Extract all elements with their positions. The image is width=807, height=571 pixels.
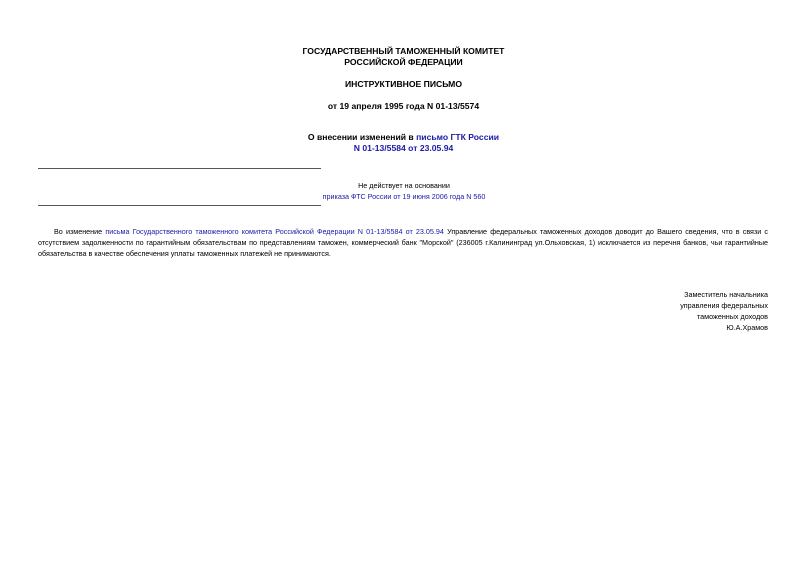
agency-name-line2: РОССИЙСКОЙ ФЕДЕРАЦИИ: [344, 57, 463, 67]
body-referenced-letter-link[interactable]: письма Государственного таможенного комитета Российской Федерации N 01-13/5584 от 23.05.94: [105, 227, 444, 236]
body-prefix: Во изменение: [54, 227, 106, 236]
agency-name-line1: ГОСУДАРСТВЕННЫЙ ТАМОЖЕННЫЙ КОМИТЕТ: [302, 46, 505, 56]
signature-position-line2: управления федеральных: [680, 301, 768, 310]
status-notice: [300, 180, 508, 202]
document-type: ИНСТРУКТИВНОЕ ПИСЬМО: [344, 79, 463, 89]
signature-position-line3: таможенных доходов: [696, 312, 768, 321]
signature-position-line1: Заместитель начальника: [684, 290, 768, 299]
signature-block: [680, 289, 768, 333]
body-paragraph: [38, 226, 768, 259]
subject-link-part1[interactable]: письмо ГТК России: [416, 132, 500, 142]
subject-link-part2[interactable]: N 01-13/5584 от 23.05.94: [353, 143, 454, 153]
body-text: Управление федеральных таможенных доходов доводит до Вашего сведения, что в связи с отсутствием задолженности по гарантийным обязательствам по представлениям таможен, коммерческий банк "Морской" (236005 г.Калининград ул.Ольховская, 1) исключается из перечня банков, чьи гарантийные обязательства в качестве обеспечения уплаты таможенных платежей не принимаются.: [38, 227, 769, 258]
document-subject: [0, 132, 807, 154]
subject-prefix: О внесении изменений в: [307, 132, 417, 142]
divider-bottom: [38, 205, 321, 206]
divider-top: [38, 168, 321, 169]
status-notice-text: Не действует на основании: [358, 181, 450, 190]
status-notice-link[interactable]: приказа ФТС России от 19 июня 2006 года N 560: [322, 192, 486, 201]
document-date-number: от 19 апреля 1995 года N 01-13/5574: [327, 101, 480, 111]
signature-name: Ю.А.Храмов: [726, 323, 768, 332]
document-header: [0, 46, 807, 68]
